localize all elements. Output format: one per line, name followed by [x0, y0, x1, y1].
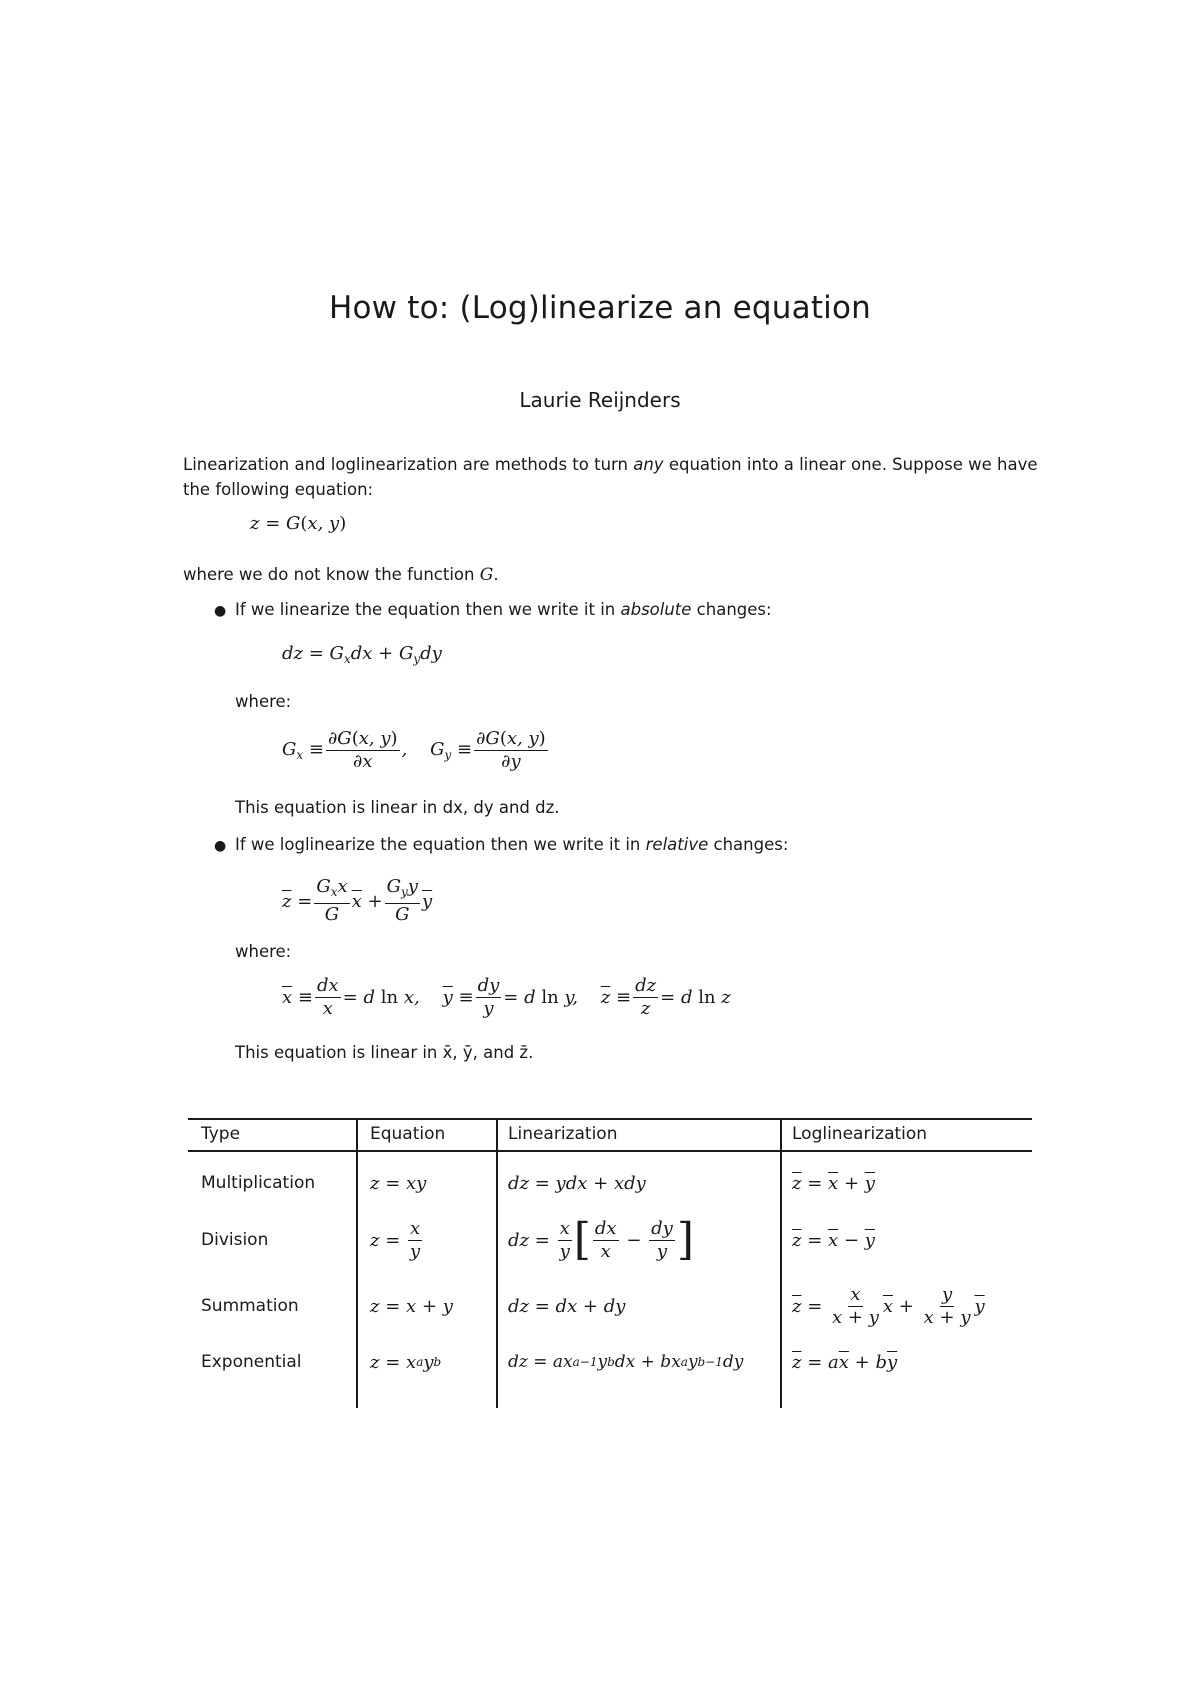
table-row-type: Summation	[201, 1296, 299, 1316]
table-column-rule	[780, 1118, 782, 1408]
bullet2-where: where:	[235, 942, 292, 961]
base-equation: z = G(x, y)	[250, 513, 347, 534]
bullet2-text-before: If we loglinearize the equation then we write it in	[235, 835, 646, 854]
table-cell-equation: z = $\frac{x}{y}$	[370, 1217, 421, 1262]
table-header-equation: Equation	[370, 1124, 446, 1144]
bullet1-text-before: If we linearize the equation then we write it in	[235, 600, 621, 619]
bullet1-emphasis: absolute	[620, 600, 692, 619]
table-header-loglinearization: Loglinearization	[792, 1124, 928, 1144]
linearization-table	[188, 1118, 1032, 1408]
bullet2-linear-note: This equation is linear in x̄, ȳ, and z̄.	[235, 1043, 534, 1062]
where-g-line	[183, 565, 499, 585]
bullet1-text-after: changes:	[691, 600, 772, 619]
intro-text-before: Linearization and loglinearization are methods to turn	[183, 455, 634, 474]
table-cell-loglinearization: $\overline{z}$ = $\overline{x}$ − $\overline{y}$	[792, 1229, 875, 1251]
table-cell-linearization: dz = ax a−1 y b dx + bx a y b−1 dy	[508, 1352, 744, 1372]
table-cell-equation: z = x a y b	[370, 1351, 442, 1373]
where-g-text: where we do not know the function	[183, 565, 480, 584]
table-cell-loglinearization: $\overline{z}$ = $\frac{x}{x + y}$ $\overline{x}$ + $\frac{y}{x + y}$ $\overline{y}$	[792, 1283, 985, 1328]
where-g-period: .	[493, 565, 499, 584]
bullet2-intro	[235, 835, 788, 854]
bullet1-linear-note: This equation is linear in dx, dy and dz.	[235, 798, 560, 817]
table-cell-loglinearization: $\overline{z}$ = a $\overline{x}$ + b $\overline{y}$	[792, 1351, 898, 1373]
table-cell-linearization: dz = dx + dy	[508, 1295, 626, 1317]
intro-paragraph	[183, 452, 1043, 502]
relative-change-definitions: $\overline{x}$ ≡ $\frac{dx}{x}$ = d ln x, $\overline{y}$ ≡ $\frac{dy}{y}$ = d ln y, $\overline{z}$ ≡ $\frac{dz}{z}$ = d ln z	[282, 975, 731, 1019]
table-cell-loglinearization: $\overline{z}$ = $\overline{x}$ + $\overline{y}$	[792, 1172, 875, 1194]
bullet-marker: ●	[214, 603, 227, 619]
where-g-symbol: G	[479, 565, 494, 585]
table-top-rule	[188, 1118, 1032, 1120]
document-title: How to: (Log)linearize an equation	[328, 290, 872, 326]
bullet2-text-after: changes:	[708, 835, 789, 854]
table-header-rule	[188, 1150, 1032, 1152]
table-cell-linearization: dz = $\frac{x}{y}$ [ $\frac{dx}{x}$ − $\frac{dy}{y}$ ]	[508, 1214, 694, 1265]
bullet2-emphasis: relative	[645, 835, 709, 854]
table-cell-equation: z = x + y	[370, 1295, 453, 1317]
table-row-type: Division	[201, 1230, 269, 1250]
table-cell-linearization: dz = ydx + xdy	[508, 1172, 646, 1194]
linearized-equation: dz = $G_xdx + G_ydy$	[282, 643, 442, 666]
author-name: Laurie Reijnders	[519, 388, 681, 412]
bullet1-intro	[235, 600, 772, 619]
intro-emphasis: any	[633, 455, 664, 474]
partial-derivative-definitions: $G_x$ ≡ $\frac{\partial G(x, y)}{\partial x}$ , $G_y$ ≡ $\frac{\partial G(x, y)}{\partial y}$	[282, 728, 546, 772]
intro-text-after: equation into a linear one. Suppose we have the following equation:	[183, 455, 1038, 499]
bullet-marker: ●	[214, 838, 227, 854]
table-column-rule	[496, 1118, 498, 1408]
table-cell-equation: z = xy	[370, 1172, 427, 1194]
bullet1-where: where:	[235, 692, 292, 711]
table-header-linearization: Linearization	[508, 1124, 618, 1144]
table-row-type: Exponential	[201, 1352, 302, 1372]
table-column-rule	[356, 1118, 358, 1408]
loglinearized-equation: $\overline{z}$ = $\frac{G_xx}{G}$ $\overline{x}$ + $\frac{G_yy}{G}$ $\overline{y}$	[282, 876, 433, 925]
table-header-type: Type	[201, 1124, 241, 1144]
table-row-type: Multiplication	[201, 1173, 316, 1193]
